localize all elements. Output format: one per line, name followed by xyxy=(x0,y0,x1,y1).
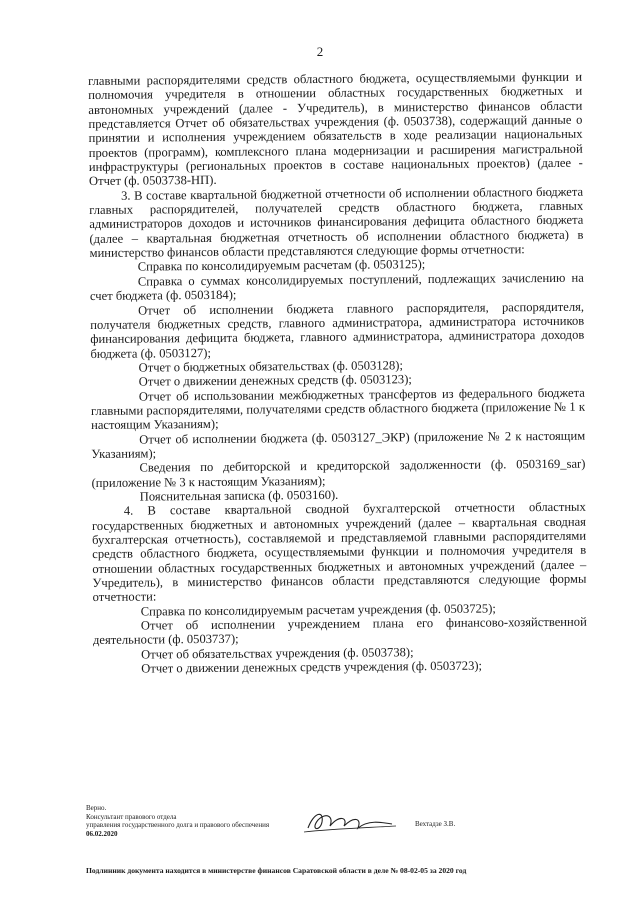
paragraph: главными распорядителями средств областного бюджета, осуществляемыми функции и полномочия учредителя в отношении областных государственных бюджетных и автономных учреждений (далее - Учредитель), в министерство финансов области представляется Отчет об обязательствах учреждения (ф. 0503738), содержащий данные о принятии и исполнения учреждением обязательств в ходе реализации национальных проектов (программ), комплексного плана модернизации и расширения магистральной инфраструктуры (региональных проектов в составе национальных проектов) (далее - Отчет (ф. 0503738-НП). xyxy=(88,69,583,189)
document-body xyxy=(88,70,587,677)
signer-name: Вехтадзе З.В. xyxy=(415,820,456,828)
certification-block xyxy=(86,804,269,838)
page-number: 2 xyxy=(316,44,324,59)
paragraph: Отчет о движении денежных средств учреждения (ф. 0503723); xyxy=(141,658,483,676)
paragraph: Справка по консолидируемым расчетам (ф. 0503125); xyxy=(137,257,426,275)
certifier-position: Консультант правового отдела xyxy=(86,812,177,821)
paragraph: Пояснительная записка (ф. 0503160). xyxy=(139,487,339,504)
paragraph: 4. В составе квартальной сводной бухгалтерской отчетности областных государственных бюджетных и автономных учреждений (далее – квартальная сводная бухгалтерская отчетность), составляемой и представляемой главными распорядителями средств областного бюджета, осуществляемыми функции и полномочия учредителя в отношении областных государственных бюджетных и автономных учреждений (далее – Учредитель), в министерство финансов области представляются следующие формы отчетности: xyxy=(91,499,587,605)
paragraph: Отчет о бюджетных обязательствах (ф. 0503128); xyxy=(138,358,403,375)
paragraph: Отчет об исполнении учреждением плана его финансово-хозяйственной деятельности (ф. 0503737); xyxy=(92,614,587,648)
paragraph: Сведения по дебиторской и кредиторской задолженности (ф. 0503169_sar) (приложение № 3 к настоящим Указаниям); xyxy=(91,456,586,490)
certification-date: 06.02.2020 xyxy=(86,829,118,838)
paragraph: Справка о суммах консолидируемых поступлений, подлежащих зачислению на счет бюджета (ф. 0503184); xyxy=(89,270,584,304)
paragraph: Отчет об исполнении бюджета главного распорядителя, распорядителя, получателя бюджетных средств, главного администратора, администратора источников финансирования дефицита бюджета, главного администратора, администратора доходов бюджета (ф. 0503127); xyxy=(90,299,585,361)
original-location-note: Подлинник документа находится в министерстве финансов Саратовской области в деле № 08-02-05 за 2020 год xyxy=(86,866,467,875)
certifier-department: управления государственного долга и правового обеспечения xyxy=(86,821,270,829)
handwritten-signature xyxy=(300,806,400,836)
certified-label: Верно. xyxy=(86,804,107,812)
paragraph: 3. В составе квартальной бюджетной отчетности об исполнении областного бюджета главных распорядителей, получателей средств областного бюджета, главных администраторов доходов и источников финансирования дефицита областного бюджета (далее – квартальная бюджетная отчетность об исполнении областного бюджета) в министерство финансов области представляются следующие формы отчетности: xyxy=(89,184,584,261)
paragraph: Отчет об использовании межбюджетных трансфертов из федерального бюджета главными распорядителями, получателями средств областного бюджета (приложение № 1 к настоящим Указаниям); xyxy=(90,385,585,433)
paragraph: Отчет о движении денежных средств (ф. 0503123); xyxy=(138,372,412,389)
paragraph: Справка по консолидируемым расчетам учреждения (ф. 0503725); xyxy=(140,601,496,619)
paragraph: Отчет об обязательствах учреждения (ф. 0503738); xyxy=(141,644,414,662)
paragraph: Отчет об исполнении бюджета (ф. 0503127_ЭКР) (приложение № 2 к настоящим Указаниям); xyxy=(91,428,586,461)
